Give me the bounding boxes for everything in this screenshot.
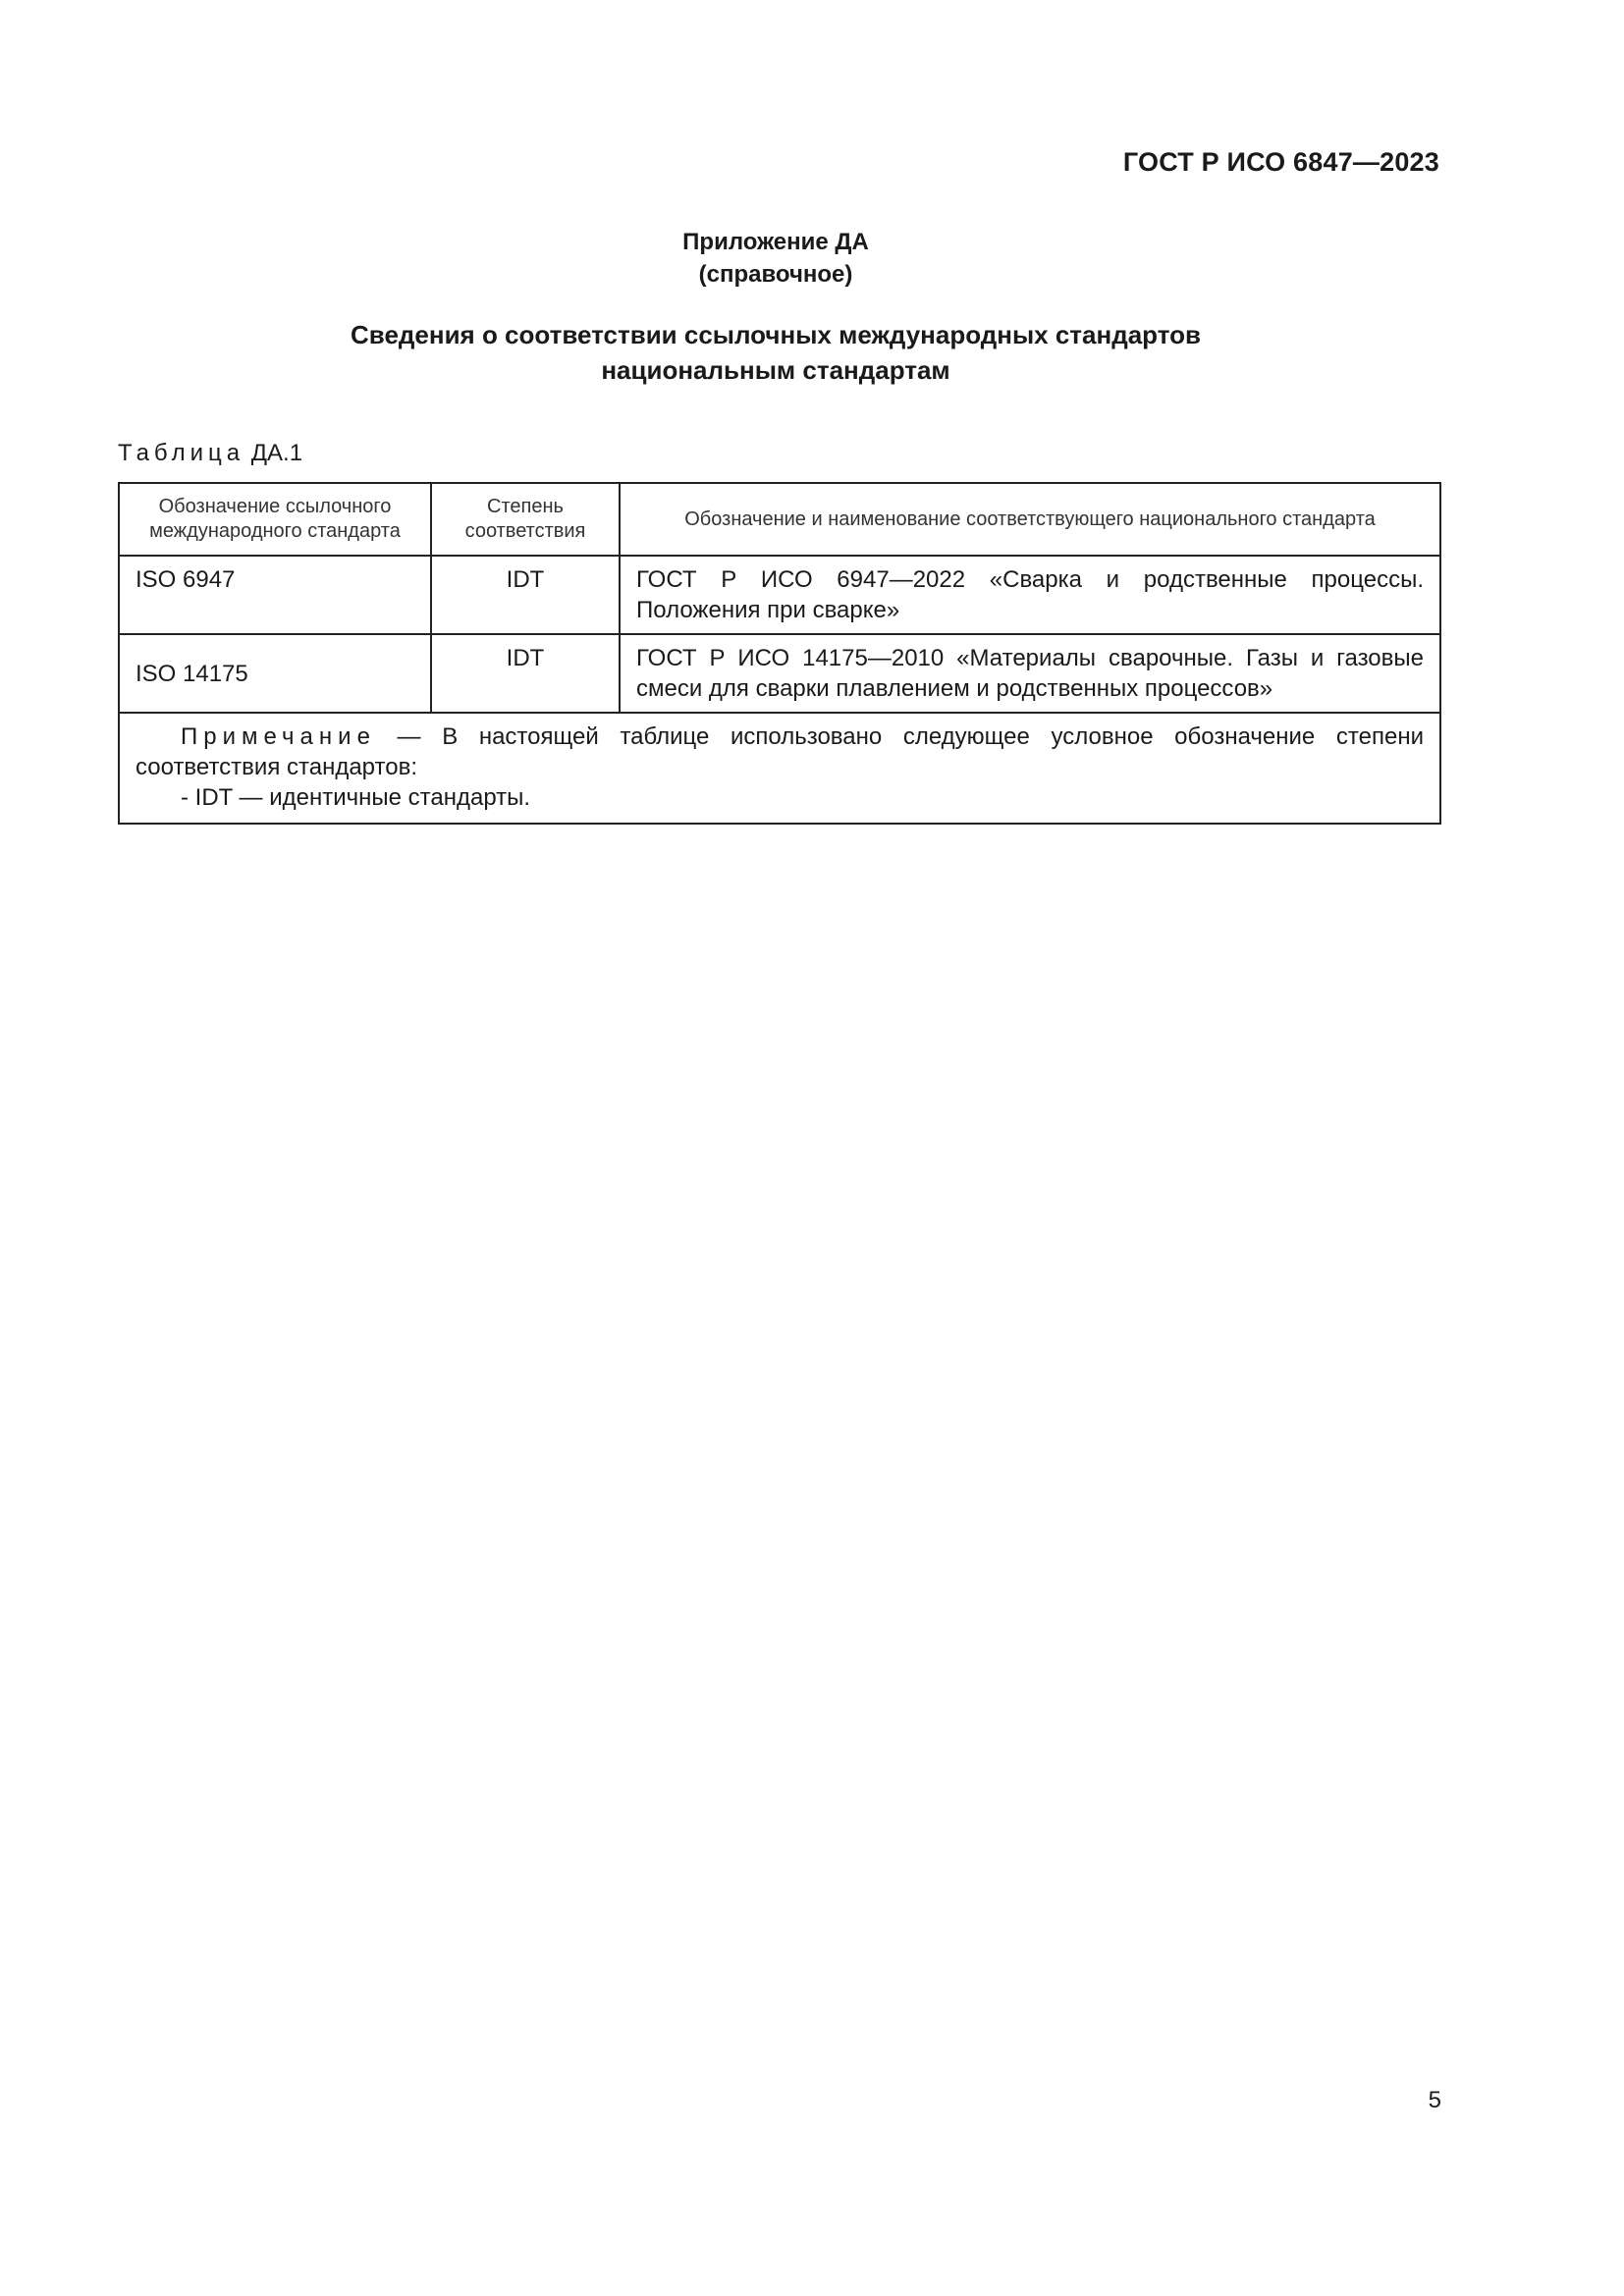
note-item: - IDT — идентичные стандарты. bbox=[181, 784, 531, 811]
table-caption bbox=[118, 440, 302, 467]
table-note bbox=[119, 713, 1440, 824]
standards-correspondence-table bbox=[118, 482, 1441, 825]
section-heading bbox=[0, 317, 1551, 388]
table-caption-number: ДА.1 bbox=[250, 440, 303, 466]
table-row bbox=[119, 556, 1440, 634]
note-text bbox=[135, 721, 1424, 782]
cell-international-standard: ISO 6947 bbox=[119, 556, 431, 634]
note-label: Примечание bbox=[181, 723, 376, 750]
section-heading-line1: Сведения о соответствии ссылочных международных стандартов bbox=[351, 320, 1201, 349]
table-note-row bbox=[119, 713, 1440, 824]
note-body: — В настоящей таблице использовано следующее условное обозначение степени соответствия стандартов: bbox=[135, 723, 1424, 780]
cell-degree: IDT bbox=[431, 556, 620, 634]
appendix-subtitle: (справочное) bbox=[698, 261, 853, 288]
appendix-header bbox=[0, 226, 1551, 291]
appendix-title: Приложение ДА bbox=[682, 229, 869, 255]
table-header-row bbox=[119, 483, 1440, 556]
header-degree-of-correspondence: Степень соответствия bbox=[431, 483, 620, 556]
document-code: ГОСТ Р ИСО 6847—2023 bbox=[1122, 147, 1439, 177]
cell-international-standard: ISO 14175 bbox=[119, 634, 431, 713]
cell-national-standard: ГОСТ Р ИСО 14175—2010 «Материалы сварочные. Газы и газовые смеси для сварки плавлением и родственных процессов» bbox=[620, 634, 1440, 713]
page-number: 5 bbox=[1428, 2087, 1441, 2113]
table-row bbox=[119, 634, 1440, 713]
header-national-standard: Обозначение и наименование соответствующего национального стандарта bbox=[620, 483, 1440, 556]
header-international-standard: Обозначение ссылочного международного стандарта bbox=[119, 483, 431, 556]
section-heading-line2: национальным стандартам bbox=[601, 355, 950, 385]
cell-national-standard: ГОСТ Р ИСО 6947—2022 «Сварка и родственные процессы. Положения при сварке» bbox=[620, 556, 1440, 634]
table-caption-word: Таблица bbox=[118, 440, 245, 466]
cell-degree: IDT bbox=[431, 634, 620, 713]
